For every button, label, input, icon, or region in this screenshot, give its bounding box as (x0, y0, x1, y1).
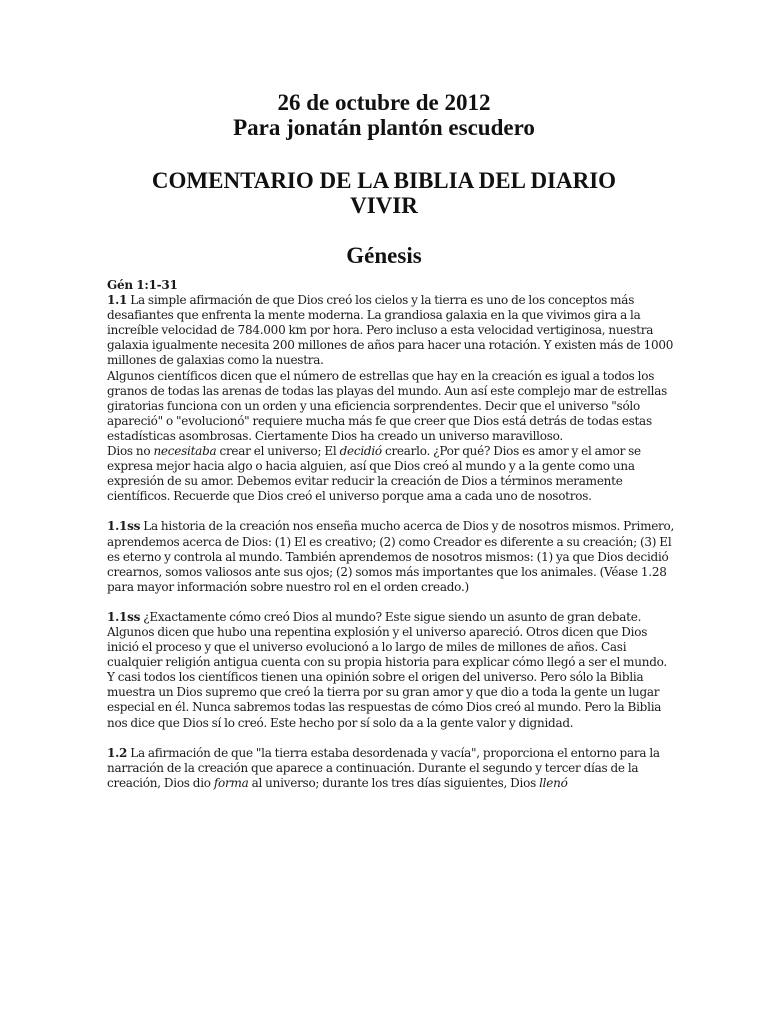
paragraph-text: crearlo. ¿Por qué? Dios es amor y el amor se expresa mejor hacia algo o hacia alguien, así que Dios creó al mundo y a la gente como una expresión de su amor. Debemos evitar reducir la creación de Dios a términos meramente científicos. Recuerde que Dios creó el universo porque ama a cada uno de nosotros. (107, 444, 641, 504)
paragraph-text: La historia de la creación nos enseña mucho acerca de Dios y de nosotros mismos. Primero, aprendemos acerca de Dios: (1) El es creativo; (2) como Creador es diferente a su creación; (3) El es eterno y controla al mundo. También aprendemos de nosotros mismos: (1) ya que Dios decidió crearnos, somos valiosos ante sus ojos; (2) somos más importantes que los animales. (Véase 1.28 para mayor información sobre nuestro rol en el orden creado.) (107, 519, 675, 594)
paragraph-text: crear el universo; El (216, 444, 340, 459)
commentary-paragraph (107, 519, 675, 594)
document-recipient: Para jonatán plantón escudero (233, 115, 535, 140)
commentary-body (107, 278, 675, 791)
paragraph-text: La afirmación de que "la tierra estaba desordenada y vacía", proporciona el entorno para la narración de la creación que aparece a continuación. Durante el segundo y tercer días de la creación, Dios dio (107, 745, 660, 790)
verse-reference: 1.1ss (107, 519, 141, 534)
commentary-section (107, 746, 675, 791)
paragraph-text: ¿Exactamente cómo creó Dios al mundo? Este sigue siendo un asunto de gran debate. Algunos dicen que hubo una repentina explosión y el universo apareció. Otros dicen que Dios inició el proceso y que el universo evolucionó a lo largo de miles de millones de años. Casi cualquier religión antigua cuenta con su propia historia para explicar cómo llegó a ser el mundo. Y casi todos los científicos tienen una opinión sobre el origen del universo. Pero sólo la Biblia muestra un Dios supremo que creó la tierra por su gran amor y que dio a toda la gente un lugar especial en él. Nunca sabremos todas las respuestas de cómo Dios creó al mundo. Pero la Biblia nos dice que Dios sí lo creó. Este hecho por sí solo da a la gente valor y dignidad. (107, 609, 667, 730)
commentary-paragraph (107, 610, 675, 731)
commentary-section (107, 610, 675, 731)
verse-reference: 1.1 (107, 293, 128, 308)
commentary-paragraph (107, 746, 675, 791)
paragraph-text: Dios no (107, 444, 154, 459)
document-title-line-1: COMENTARIO DE LA BIBLIA DEL DIARIO (151, 168, 617, 193)
emphasized-text: forma (213, 775, 249, 790)
emphasized-text: necesitaba (153, 444, 217, 459)
commentary-paragraph (107, 444, 675, 504)
commentary-paragraph (107, 369, 675, 444)
document-date: 26 de octubre de 2012 (277, 90, 491, 115)
verse-reference: 1.1ss (107, 609, 141, 624)
commentary-section (107, 519, 675, 594)
paragraph-text: al universo; durante los tres días siguientes, Dios (248, 775, 540, 790)
emphasized-text: decidió (339, 444, 382, 459)
book-title: Génesis (346, 243, 422, 268)
commentary-section (107, 293, 675, 504)
verse-reference: 1.2 (107, 745, 128, 760)
emphasized-text: llenó (539, 775, 568, 790)
passage-reference: Gén 1:1-31 (107, 278, 178, 292)
paragraph-text: Algunos científicos dicen que el número de estrellas que hay en la creación es igual a todos los granos de todas las arenas de todas las playas del mundo. Aun así este complejo mar de estrellas giratorias funciona con un orden y una eficiencia sorprendentes. Decir que el universo "sólo apareció" o "evolucionó" requiere mucha más fe que creer que Dios está detrás de todas estas estadísticas asombrosas. Ciertamente Dios ha creado un universo maravilloso. (107, 368, 668, 443)
paragraph-text: La simple afirmación de que Dios creó los cielos y la tierra es uno de los conceptos más desafiantes que enfrenta la mente moderna. La grandiosa galaxia en la que vivimos gira a la increíble velocidad de 784.000 km por hora. Pero incluso a esta velocidad vertiginosa, nuestra galaxia igualmente necesita 200 millones de años para hacer una rotación. Y existen más de 1000 millones de galaxias como la nuestra. (107, 293, 674, 368)
commentary-sections (107, 293, 675, 791)
commentary-paragraph (107, 293, 675, 368)
document-title-line-2: VIVIR (350, 193, 418, 218)
